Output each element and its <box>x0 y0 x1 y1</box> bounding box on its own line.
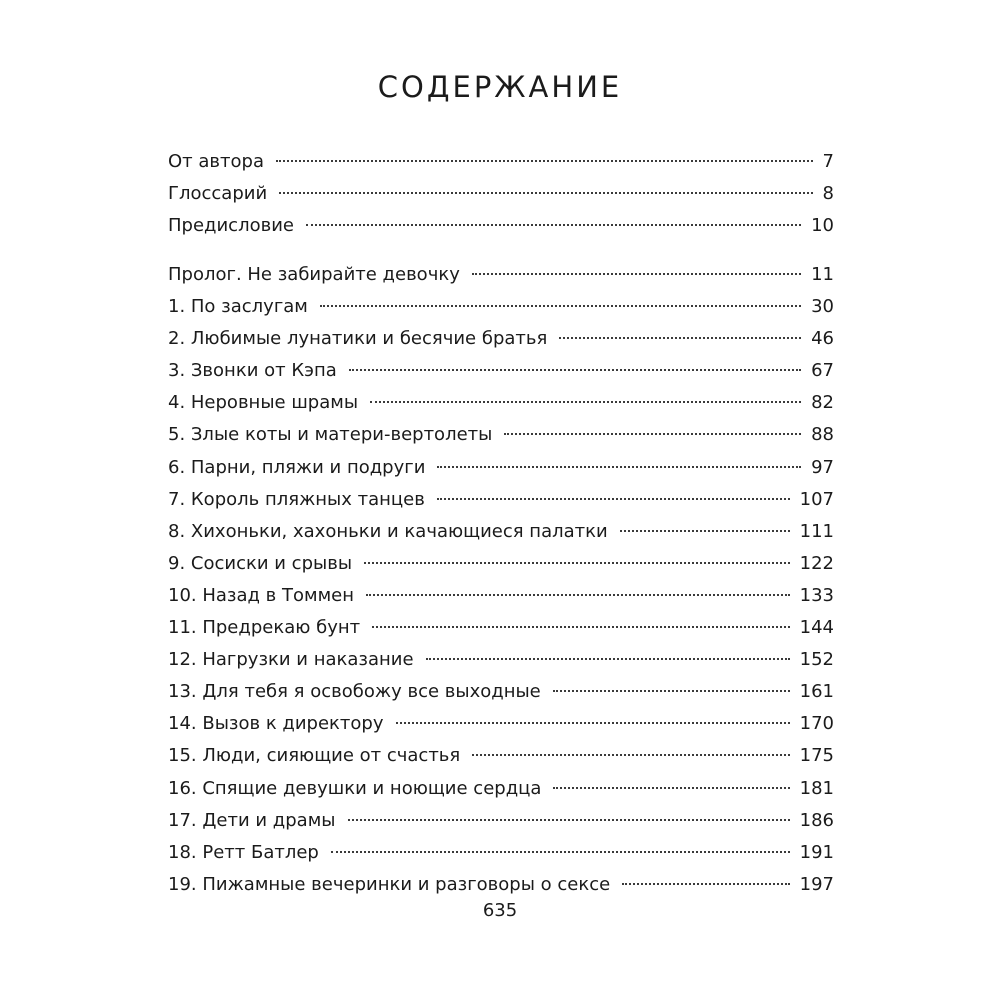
dot-leader <box>279 192 812 194</box>
toc-entry-title: Глоссарий <box>168 183 268 205</box>
toc-entry-title: 19. Пижамные вечеринки и разговоры о сексе <box>168 873 611 895</box>
dot-leader <box>348 819 790 821</box>
dot-leader <box>504 433 801 435</box>
page-number: 635 <box>482 900 518 921</box>
toc-entry <box>168 387 834 419</box>
dot-leader <box>276 160 813 162</box>
dot-leader <box>372 626 790 628</box>
dot-leader <box>364 562 790 564</box>
toc-entry <box>168 355 834 387</box>
toc-entry-page: 88 <box>811 424 834 446</box>
dot-leader <box>396 722 790 724</box>
toc-entry-page: 97 <box>811 456 834 478</box>
toc-entry-title: 3. Звонки от Кэпа <box>168 360 337 382</box>
toc-entry-page: 175 <box>799 745 834 767</box>
toc-entry <box>168 259 834 291</box>
page-title: СОДЕРЖАНИЕ <box>377 70 623 104</box>
toc-entry-title: 13. Для тебя я освобожу все выходные <box>168 681 541 703</box>
toc-entry-page: 107 <box>799 488 834 510</box>
toc-entry <box>168 773 834 805</box>
toc-entry <box>168 644 834 676</box>
toc-entry <box>168 580 834 612</box>
dot-leader <box>553 690 790 692</box>
toc-entry-page: 133 <box>799 584 834 606</box>
toc-entry <box>168 837 834 869</box>
dot-leader <box>437 498 790 500</box>
toc-entry-page: 144 <box>799 617 834 639</box>
toc-entry-page: 197 <box>799 873 834 895</box>
toc-entry <box>168 740 834 772</box>
dot-leader <box>472 754 789 756</box>
toc-entry-page: 161 <box>799 681 834 703</box>
toc-entry-title: Предисловие <box>168 215 294 237</box>
toc-entry-page: 46 <box>811 328 834 350</box>
toc-entry <box>168 612 834 644</box>
toc-entry-title: Пролог. Не забирайте девочку <box>168 264 460 285</box>
toc-entry-page: 8 <box>822 183 834 205</box>
toc-entry <box>168 869 834 901</box>
toc-entry-page: 10 <box>811 215 834 237</box>
toc-entry <box>168 805 834 837</box>
toc-entry-title: 16. Спящие девушки и ноющие сердца <box>168 777 542 799</box>
toc-entry-title: 17. Дети и драмы <box>168 809 336 831</box>
toc-entry <box>168 516 834 548</box>
toc-entry <box>168 210 834 242</box>
toc-entry-title: 15. Люди, сияющие от счастья <box>168 745 461 767</box>
toc-entry-title: 12. Нагрузки и наказание <box>168 649 414 671</box>
dot-leader <box>472 273 801 275</box>
toc-entry-page: 67 <box>811 360 834 382</box>
chapter-list <box>168 259 834 901</box>
toc-entry <box>168 676 834 708</box>
dot-leader <box>370 401 801 403</box>
dot-leader <box>559 337 801 339</box>
toc-entry <box>168 484 834 516</box>
toc-entry-title: 10. Назад в Томмен <box>168 584 355 606</box>
dot-leader <box>366 594 790 596</box>
toc-entry-page: 11 <box>811 264 834 285</box>
dot-leader <box>553 787 789 789</box>
toc-entry-page: 122 <box>799 552 834 574</box>
dot-leader <box>437 466 801 468</box>
toc-entry-title: 4. Неровные шрамы <box>168 392 359 414</box>
toc-entry-title: 7. Король пляжных танцев <box>168 488 425 510</box>
toc-entry-page: 186 <box>799 809 834 831</box>
toc-entry-title: 18. Ретт Батлер <box>168 841 319 863</box>
toc-entry-page: 170 <box>799 713 834 735</box>
toc-entry <box>168 178 834 210</box>
toc-entry <box>168 452 834 484</box>
toc-entry <box>168 548 834 580</box>
toc-entry-title: 14. Вызов к директору <box>168 713 384 735</box>
toc-entry-title: 5. Злые коты и матери-вертолеты <box>168 424 493 446</box>
dot-leader <box>622 883 789 885</box>
toc-entry-page: 191 <box>799 841 834 863</box>
toc-entry-title: 9. Сосиски и срывы <box>168 552 353 574</box>
toc-entry-title: 6. Парни, пляжи и подруги <box>168 456 426 478</box>
dot-leader <box>620 530 790 532</box>
toc-entry-title: 2. Любимые лунатики и бесячие братья <box>168 328 548 350</box>
toc-entry-title: 1. По заслугам <box>168 296 308 318</box>
toc-entry-title: От автора <box>168 151 264 172</box>
dot-leader <box>349 369 801 371</box>
dot-leader <box>331 851 790 853</box>
dot-leader <box>306 224 801 226</box>
toc-entry-page: 152 <box>799 649 834 671</box>
toc-entry <box>168 146 834 178</box>
toc-entry <box>168 323 834 355</box>
toc-entry-title: 11. Предрекаю бунт <box>168 617 361 639</box>
toc-entry-page: 7 <box>822 151 834 172</box>
toc-entry <box>168 708 834 740</box>
toc-entry-page: 30 <box>811 296 834 318</box>
dot-leader <box>426 658 790 660</box>
dot-leader <box>320 305 801 307</box>
toc-entry-title: 8. Хихоньки, хахоньки и качающиеся палатки <box>168 520 608 542</box>
toc-entry-page: 181 <box>799 777 834 799</box>
toc-entry <box>168 291 834 323</box>
front-matter-list <box>168 146 834 242</box>
toc-entry-page: 82 <box>811 392 834 414</box>
toc-entry <box>168 419 834 451</box>
toc-entry-page: 111 <box>799 520 834 542</box>
